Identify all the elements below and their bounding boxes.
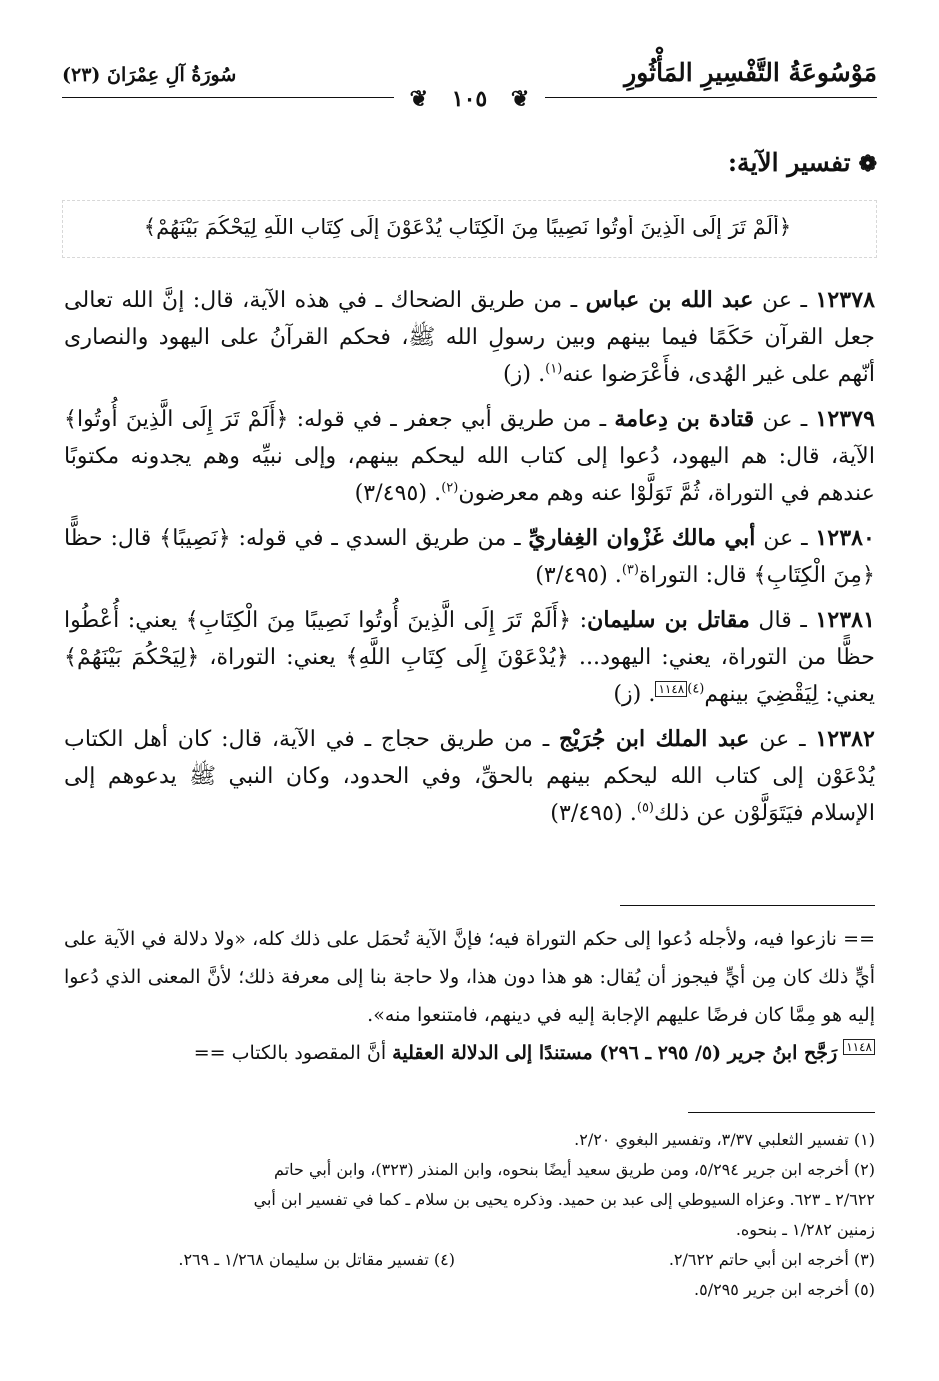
- footnote-ref[interactable]: (١): [545, 361, 563, 377]
- narration: [64, 721, 875, 832]
- footnote-ref[interactable]: (٤): [687, 681, 705, 697]
- narration-text: ـ عن: [762, 406, 808, 432]
- commentary-number-box: ١١٤٨: [843, 1039, 875, 1055]
- footnote-ref[interactable]: (٢): [441, 480, 459, 496]
- narration-source: . (ز): [613, 681, 656, 707]
- commentary-paragraph: [64, 1034, 875, 1072]
- narration-text: ـ قال: [758, 607, 807, 633]
- narrator-name: مقاتل بن سليمان: [587, 607, 750, 633]
- narrations: [64, 282, 875, 840]
- footnote: (١) تفسير الثعلبي ٣/٣٧، وتفسير البغوي ٢/٢٠.: [574, 1130, 875, 1149]
- narrator-name: عبد الملك ابن جُرَيْج: [558, 726, 750, 752]
- narration-text: ـ عن: [761, 287, 807, 313]
- narration-source: . (٣/٤٩٥): [535, 562, 622, 588]
- footnote: ٢/٦٢٢ ـ ٦٢٣. وعزاه السيوطي إلى عبد بن حميد. وذكره يحيى بن سلام ـ كما في تفسير ابن أبي: [253, 1190, 875, 1209]
- commentary-tail: أنَّ المقصود بالكتاب ==: [193, 1042, 387, 1064]
- section-heading: [728, 148, 877, 177]
- section-heading-text: تفسير الآية:: [727, 148, 851, 177]
- footnote-ref[interactable]: (٥): [636, 800, 654, 816]
- ornament-icon: ❦: [503, 86, 537, 112]
- narration-text: ـ من طريق الضحاك ـ في هذه الآية، قال: إنَّ الله تعالى جعل القرآن حَكَمًا فيما بينهم وبين رسولِ الله ﷺ، فحكم القرآنُ على اليهود والنصارى أنّهم على غير الهُدى، فأَعْرَضوا عنه: [64, 287, 875, 387]
- narration-text: ـ عن: [759, 726, 806, 752]
- ornament-icon: ❦: [402, 86, 436, 112]
- page-number: ١٠٥: [444, 86, 495, 112]
- footnotes: [64, 1125, 875, 1305]
- footnote-row: [64, 1245, 875, 1275]
- footnote-ref[interactable]: (٣): [621, 562, 639, 578]
- verse-text: ﴿أَلَمْ تَرَ إِلَى الَّذِينَ أُوتُوا نَصِيبًا مِنَ الْكِتَابِ يُدْعَوْنَ إِلَى كِتَابِ اللَّهِ لِيَحْكُمَ بَيْنَهُمْ﴾: [143, 215, 792, 239]
- narration-number: ١٢٣٧٨: [815, 287, 876, 313]
- narrator-name: قتادة بن دِعامة: [614, 406, 755, 432]
- flower-icon: ❁: [858, 151, 877, 177]
- surah-name: سُورَةُ آلِ عِمْرَانَ (٢٣): [62, 64, 237, 86]
- narration: [64, 602, 875, 713]
- narrator-name: أبي مالك غَزْوان الغِفاريِّ: [528, 525, 756, 551]
- commentary-ref-box[interactable]: ١١٤٨: [655, 681, 687, 697]
- commentary-paragraph: == نازعوا فيه، ولأجله دُعوا إلى حكم التوراة فيه؛ فإنَّ الآية تُحمَل على ذلك كله، «ولا دلالة في الآية على أيٍّ ذلك كان مِن أيٍّ فيجوز أن يُقال: هو هذا دون هذا، ولا حاجة بنا إلى معرفة ذلك؛ لأنَّ المعنى الذي دُعوا إليه هو مِمَّا كان فرضًا عليهم الإجابة إليه في دينهم، فامتنعوا منه».: [64, 928, 875, 1026]
- page-number-wrap: [0, 86, 939, 112]
- narration: [64, 401, 875, 512]
- footnote: زمنين ١/٢٨٢ ـ بنحوه.: [735, 1220, 875, 1239]
- book-title: مَوْسُوعَةُ التَّفْسِيرِ المَأْثُورِ: [624, 58, 877, 87]
- narration-text: ـ من طريق أبي جعفر ـ في قوله: ﴿أَلَمْ تَرَ إِلَى الَّذِينَ أُوتُوا﴾ الآية، قال: هم اليهود، دُعوا إلى كتاب الله ليحكم بينهم، وإلى نبيِّه وهم يجدونه مكتوبًا عندهم في التوراة، ثُمَّ تَوَلَّوْا عنه وهم معرضون: [64, 406, 875, 506]
- narration-number: ١٢٣٧٩: [815, 406, 876, 432]
- footnote: (٣) أخرجه ابن أبي حاتم ٢/٦٢٢.: [668, 1250, 875, 1269]
- narration-number: ١٢٣٨٢: [815, 726, 875, 752]
- footnote: (٢) أخرجه ابن جرير ٥/٢٩٤، ومن طريق سعيد أيضًا بنحوه، وابن المنذر (٣٢٣)، وابن أبي حاتم: [274, 1160, 875, 1179]
- narration-source: . (٣/٤٩٥): [550, 800, 637, 826]
- footnote: (٥) أخرجه ابن جرير ٥/٢٩٥.: [694, 1280, 875, 1299]
- narration-number: ١٢٣٨١: [815, 607, 875, 633]
- narration-text: ـ من طريق حجاج ـ في الآية، قال: كان أهل الكتاب يُدْعَوْن إلى كتاب الله ليحكم بينهم بالحقِّ، وفي الحدود، وكان النبي ﷺ يدعوهم إلى الإسلام فيَتَوَلَّوْن عن ذلك: [64, 726, 875, 826]
- narration: [64, 282, 875, 393]
- narration-text: ـ عن: [763, 525, 808, 551]
- commentary: [64, 920, 875, 1072]
- footnote: (٤) تفسير مقاتل بن سليمان ١/٢٦٨ ـ ٢٦٩.: [178, 1250, 455, 1269]
- commentary-separator: [620, 905, 875, 906]
- narrator-name: عبد الله بن عباس: [585, 287, 754, 313]
- narration-source: . (٣/٤٩٥): [354, 480, 442, 506]
- narration-number: ١٢٣٨٠: [815, 525, 875, 551]
- narration: [64, 520, 875, 594]
- narration-source: . (ز): [503, 361, 546, 387]
- narration-text: : ﴿أَلَمْ تَرَ إِلَى الَّذِينَ أُوتُوا نَصِيبًا مِنَ الْكِتَابِ﴾ يعني: أُعْطُوا حظًّا من التوراة، يعني: اليهود... ﴿يُدْعَوْنَ إِلَى كِتَابِ اللَّهِ﴾ يعني: التوراة، ﴿لِيَحْكُمَ بَيْنَهُمْ﴾ يعني: لِيَقْضِيَ بينهم: [64, 607, 875, 707]
- commentary-bold: رَجَّح ابنُ جرير (٥/ ٢٩٥ ـ ٢٩٦) مستندًا إلى الدلالة العقلية: [392, 1042, 838, 1064]
- narration-text: ـ من طريق السدي ـ في قوله: ﴿نَصِيبًا﴾ قال: حظًّا ﴿مِنَ الْكِتَابِ﴾ قال: التوراة: [64, 525, 875, 588]
- footnote-separator: [688, 1112, 875, 1113]
